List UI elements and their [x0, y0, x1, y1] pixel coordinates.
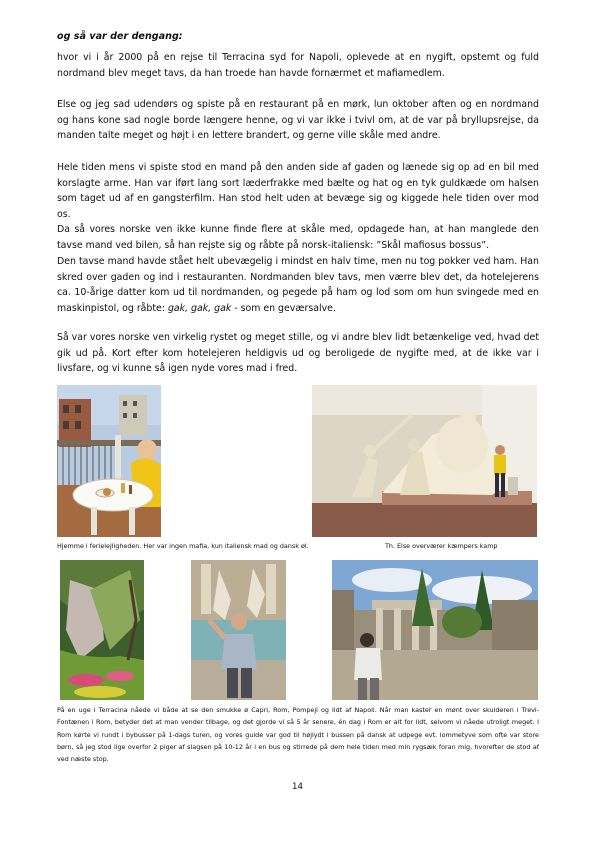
caption-holiday-flat: Hjemme i ferielejligheden. Her var ingen mafia, kun italiensk mad og dansk øl.: [57, 542, 309, 550]
emphasized-text: gak, gak, gak: [167, 302, 232, 314]
paragraph-toast: Da så vores norske ven ikke kunne finde flere at skåle med, opdagede han, at han manglede den tavse mand ved bilen, så han rejste sig og råbte på norsk-italiensk: ”Skål mafiosus bossus”.: [57, 224, 539, 251]
page-number: 14: [292, 782, 303, 792]
paragraph-silent-man: [57, 254, 539, 316]
holiday-flat-photo: [57, 385, 161, 537]
paragraph-gangster: Hele tiden mens vi spiste stod en mand på den anden side af gaden og lænede sig op ad en bil med korslagte arme. Han var iført lang sort læderfrakke med bælte og hat og en tyk guldkæde om halsen som taget ud af en gangsterfilm. Han stod helt uden at bevæge sig og kiggede hele tiden over mod os.: [57, 162, 539, 220]
paragraph-text: Den tavse mand havde stået helt ubevægelig i mindst en halv time, men nu tog pokker ved ham. Han skred over gaden og ind i restauranten. Nordmanden blev tavs, men værre blev det, da hotelejerens ca. 10-årige datter kom ud til nordmanden, og pegede på ham og lod som om hun svingede med en maskinpistol, og råbte:: [57, 256, 539, 314]
trevi-fountain-photo: [191, 560, 286, 700]
paragraph-intro: hvor vi i år 2000 på en rejse til Terracina syd for Napoli, oplevede at en nygift, opstemt og fuld nordmand blev meget tavs, da han troede han havde fornærmet et mafiamedlem.: [57, 52, 539, 79]
bottom-caption: På en uge i Terracina nåede vi både at se den smukke ø Capri, Rom, Pompeji og lidt af Napoli. Når man kaster en mønt over skulderen i Trevi-Fontænen i Rom, betyder det at man vender tilbage, og det gjorde vi så 5 år senere, én dag i Rom er alt for lidt, selvom vi nåede utroligt meget. I Rom kørte vi rundt i bybusser på 1-dags turen, og vores guide var god til højlydt i bussen på dansk at udpege evt. lommetyve som ofte var store børn, så jeg stod lige overfor 2 piger af slagsen på 10-12 år i en bus og stirrede på dem hele tiden med min rygsæk foran mig, hvorefter de stod af ved næste stop.: [57, 706, 539, 764]
paragraph-ending: Så var vores norske ven virkelig rystet og meget stille, og vi andre blev lidt betænkelige ved, hvad det gik ud på. Kort efter kom hotelejeren heldigvis ud og beroligede de nygifte med, at de ikke var i livsfare, og vi kunne så igen nyde vores mad i fred.: [57, 332, 539, 375]
caption-giants: Th. Else overværer kæmpers kamp: [385, 542, 498, 550]
paragraph-restaurant: Else og jeg sad udendørs og spiste på en restaurant på en mørk, lun oktober aften og en nordmand og hans kone sad nogle borde længere henne, og vi var ikke i tvivl om, at de var på bryllupsrejse, da manden talte meget og højt i en lettere brandert, og gerne ville skåle med andre.: [57, 99, 539, 142]
section-heading: og så var der dengang:: [57, 31, 183, 42]
statue-hall-photo: [312, 385, 537, 537]
capri-garden-photo: [60, 560, 144, 700]
pompeii-ruins-photo: [332, 560, 538, 700]
paragraph-text: - som en geværsalve.: [231, 302, 336, 314]
